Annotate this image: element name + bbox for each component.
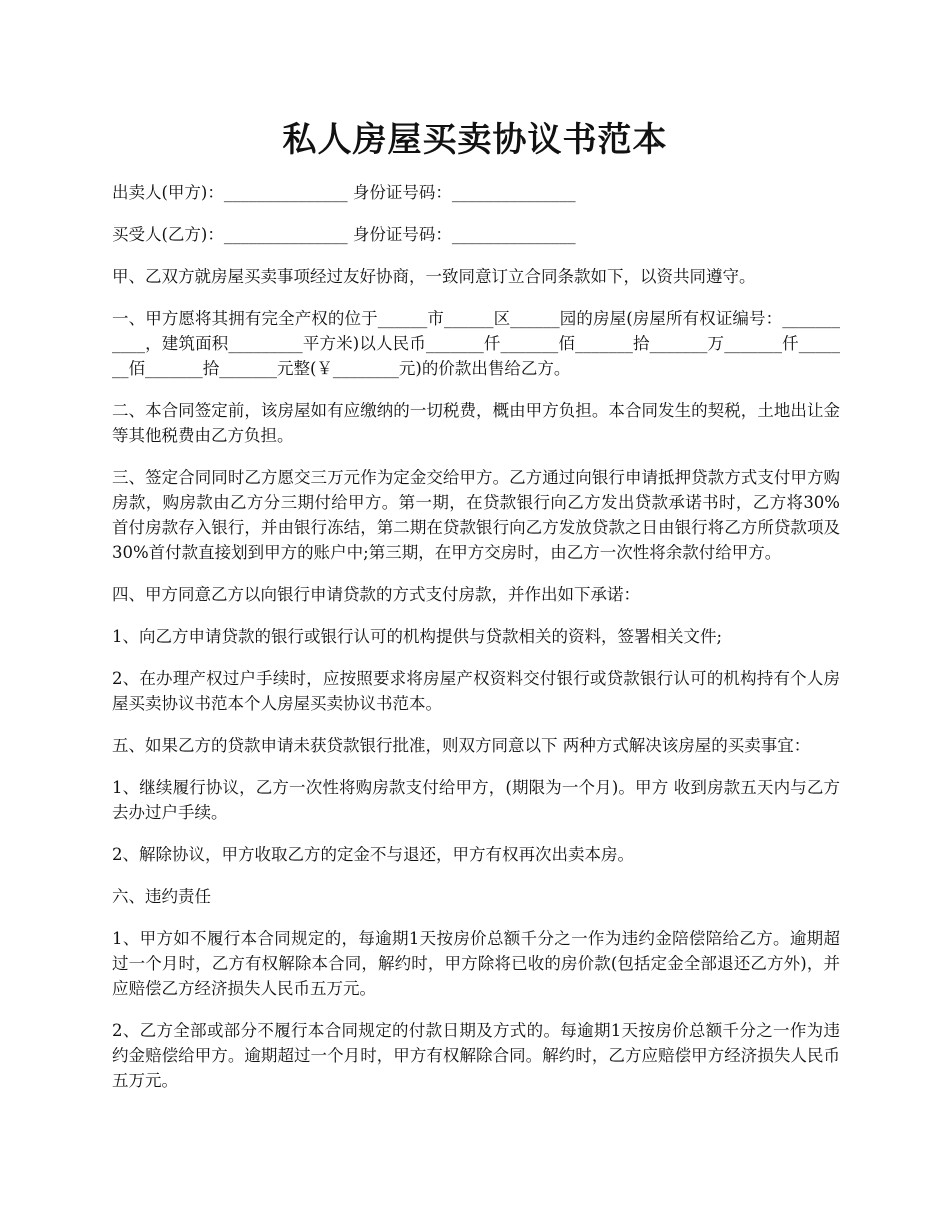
preamble-paragraph: 甲、乙双方就房屋买卖事项经过友好协商，一致同意订立合同条款如下，以资共同遵守。	[112, 267, 756, 286]
seller-line: 出卖人(甲方)：_______________ 身份证号码：_______________	[112, 183, 576, 202]
document-body	[112, 180, 840, 1110]
clause-5-item-1: 1、继续履行协议，乙方一次性将购房款支付给甲方，(期限为一个月)。甲方 收到房款五天内与乙方去办过户手续。	[112, 778, 840, 822]
clause-3-paragraph: 三、签定合同同时乙方愿交三万元作为定金交给甲方。乙方通过向银行申请抵押贷款方式支付甲方购房款，购房款由乙方分三期付给甲方。第一期，在贷款银行向乙方发出贷款承诺书时，乙方将30%首付房款存入银行，并由银行冻结，第二期在贷款银行向乙方发放贷款之日由银行将乙方所贷款项及30%首付款直接划到甲方的账户中;第三期，在甲方交房时，由乙方一次性将余款付给甲方。	[112, 468, 840, 562]
clause-6-heading: 六、违约责任	[112, 887, 211, 906]
clause-6-item-2: 2、乙方全部或部分不履行本合同规定的付款日期及方式的。每逾期1天按房价总额千分之一作为违约金赔偿给甲方。逾期超过一个月时，甲方有权解除合同。解约时，乙方应赔偿甲方经济损失人民币五万元。	[112, 1021, 840, 1090]
clause-5-item-2: 2、解除协议，甲方收取乙方的定金不与退还，甲方有权再次出卖本房。	[112, 845, 634, 864]
clause-6-item-1: 1、甲方如不履行本合同规定的，每逾期1天按房价总额千分之一作为违约金陪偿陪给乙方。逾期超过一个月时，乙方有权解除本合同，解约时，甲方除将已收的房价款(包括定金全部退还乙方外)，并应赔偿乙方经济损失人民币五万元。	[112, 929, 840, 998]
clause-1-paragraph: 一、甲方愿将其拥有完全产权的位于______市______区______园的房屋(房屋所有权证编号：___________，建筑面积_________平方米)以人民币_______仟_______佰_______拾_______万_______仟_______佰_______拾_______元整(￥________元)的价款出售给乙方。	[112, 309, 840, 378]
clause-5-paragraph: 五、如果乙方的贷款申请未获贷款银行批准，则双方同意以下 两种方式解决该房屋的买卖事宜：	[112, 736, 811, 755]
clause-4-item-1: 1、向乙方申请贷款的银行或银行认可的机构提供与贷款相关的资料，签署相关文件;	[112, 627, 723, 646]
clause-2-paragraph: 二、本合同签定前，该房屋如有应缴纳的一切税费，概由甲方负担。本合同发生的契税，土地出让金等其他税费由乙方负担。	[112, 401, 840, 445]
clause-4-paragraph: 四、甲方同意乙方以向银行申请贷款的方式支付房款，并作出如下承诺：	[112, 585, 640, 604]
buyer-line: 买受人(乙方)：_______________ 身份证号码：_______________	[112, 225, 576, 244]
clause-4-item-2: 2、在办理产权过户手续时，应按照要求将房屋产权资料交付银行或贷款银行认可的机构持有个人房屋买卖协议书范本个人房屋买卖协议书范本。	[112, 669, 840, 713]
document-title: 私人房屋买卖协议书范本	[282, 120, 668, 160]
